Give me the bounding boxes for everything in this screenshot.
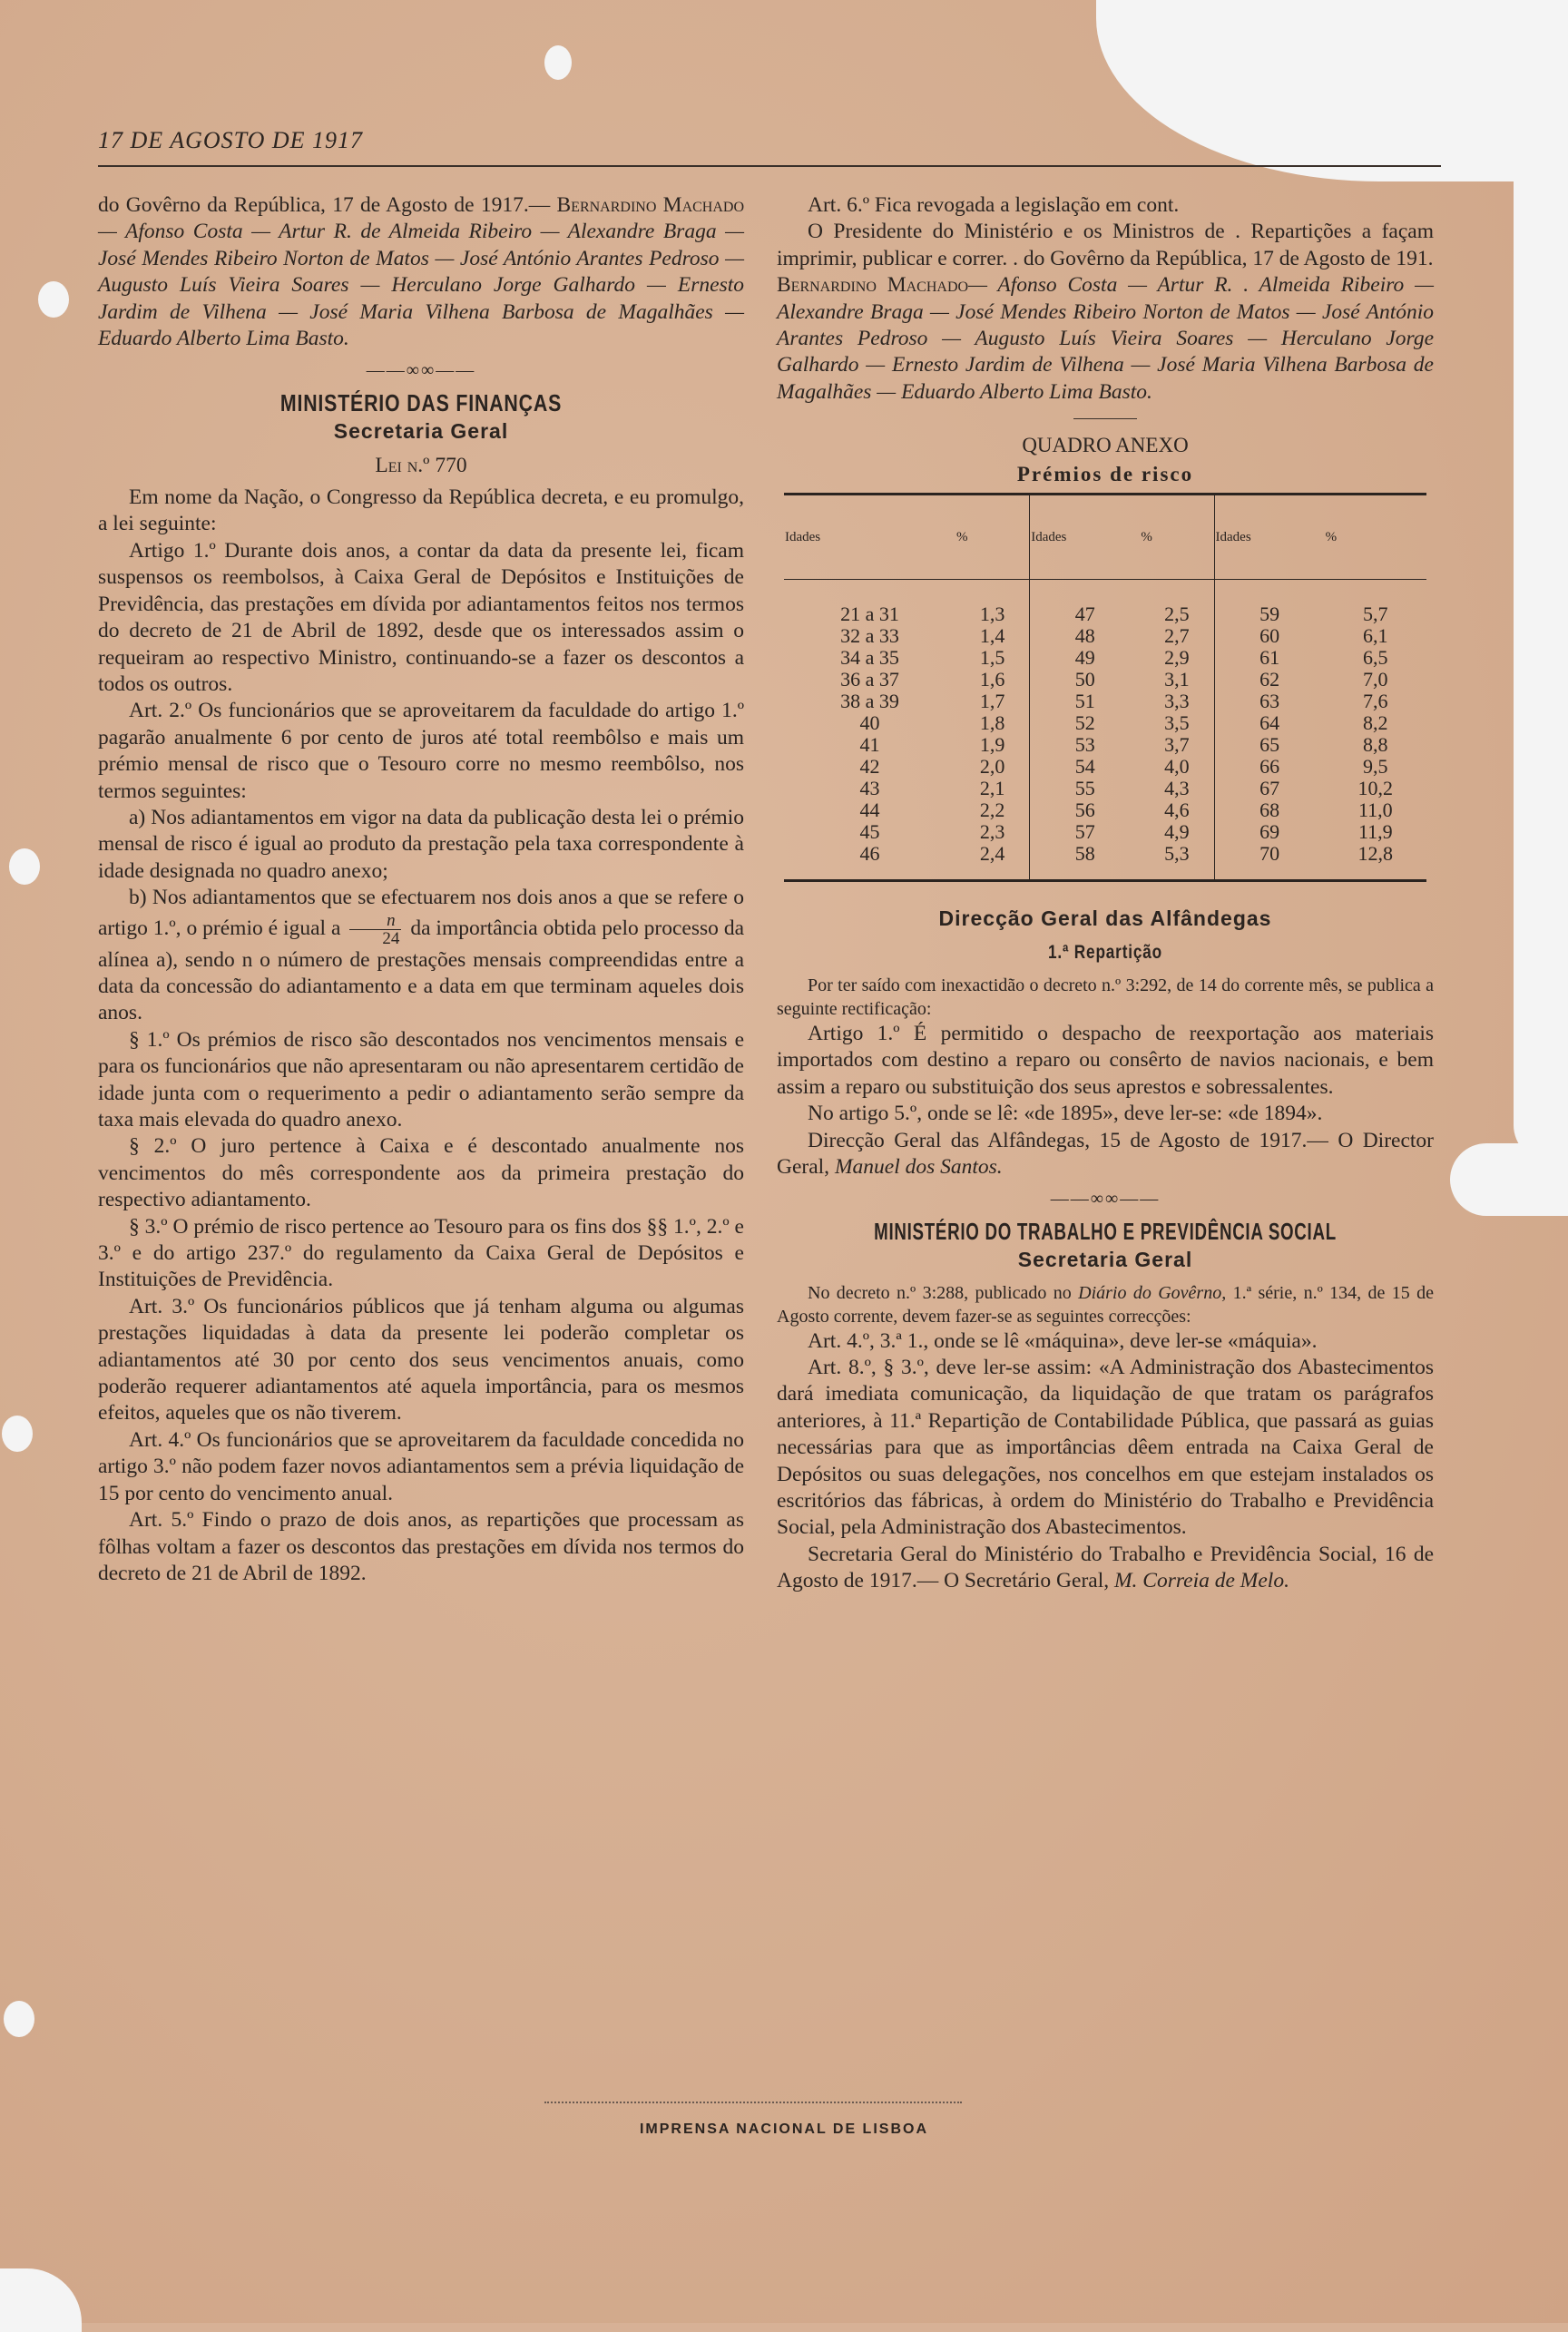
ornament-divider: ——∞∞—— xyxy=(1050,1189,1161,1210)
ministry-heading: MINISTÉRIO DO TRABALHO E PREVIDÊNCIA SOCIAL xyxy=(874,1217,1337,1245)
paragraph: Em nome da Nação, o Congresso da República decreta, e eu promulgo, a lei seguinte: xyxy=(98,485,744,536)
binding-hole xyxy=(4,2001,34,2037)
table-cell: 10,2 xyxy=(1357,777,1394,800)
table-cell: 38 a 39 xyxy=(840,690,899,713)
table-cell: 68 xyxy=(1259,799,1280,822)
signature-line xyxy=(777,1542,1434,1595)
signatory-ministers: — Afonso Costa — Artur R. de Almeida Ribeiro — Alexandre Braga — José Mendes Ribeiro Norton de Matos — José António Arantes Pedroso — Augusto Luís Vieira Soares — Herculano Jorge Galhardo — Ernesto Jardim de Vilhena — José Maria Vilhena Barbosa de Magalhães — Eduardo Alberto Lima Basto. xyxy=(98,220,744,351)
table-cell: 3,7 xyxy=(1140,734,1214,756)
signatory-name: M. Correia de Melo. xyxy=(1113,1569,1289,1593)
fraction-denominator: 24 xyxy=(349,929,401,947)
table-cell: 43 xyxy=(859,777,880,800)
paragraph: Art. 6.º Fica revogada a legislação em cont. xyxy=(808,193,1180,217)
note xyxy=(777,1281,1434,1328)
table-cell: 12,8 xyxy=(1325,843,1426,881)
table-cell: 49 xyxy=(1074,646,1095,670)
ornament-divider: ——∞∞—— xyxy=(366,360,476,381)
subsection-heading: 1.ª Repartição xyxy=(1047,942,1162,964)
table-cell: 5,3 xyxy=(1140,843,1214,881)
table-cell: 1,7 xyxy=(956,691,1030,712)
paragraph: § 1.º Os prémios de risco são descontados nos vencimentos mensais e para os funcionários que não apresentaram ou não apresentarem certidão de idade junta com o requerimento a pedir o adiantamento serão sempre da taxa mais elevada do quadro anexo. xyxy=(98,1027,744,1132)
column-header: Idades xyxy=(784,495,956,580)
table-cell: 8,8 xyxy=(1363,733,1388,757)
right-column xyxy=(777,192,1434,1595)
table-cell: 1,3 xyxy=(956,580,1030,626)
column-header: % xyxy=(1325,495,1426,580)
table-cell: 58 xyxy=(1030,843,1141,881)
table-cell: 40 xyxy=(859,711,880,735)
paragraph: a) Nos adiantamentos em vigor na data da publicação desta lei o prémio mensal de risco é igual ao produto da prestação pela taxa correspondente à idade designada no quadro anexo; xyxy=(98,805,744,883)
column-header: Idades xyxy=(1030,495,1141,580)
table-cell: 2,0 xyxy=(956,756,1030,778)
table-cell: 61 xyxy=(1259,646,1280,670)
column-header: % xyxy=(956,495,1030,580)
table-cell: 47 xyxy=(1074,603,1095,626)
signature-text: Direcção Geral das Alfândegas, 15 de Agosto de 1917.— O Director Geral, xyxy=(777,1128,1434,1179)
note-text: No decreto n.º 3:288, publicado no xyxy=(808,1282,1072,1303)
paragraph-with-fraction xyxy=(98,885,744,1027)
table-cell: 41 xyxy=(859,733,880,757)
printer-imprint: IMPRENSA NACIONAL DE LISBOA xyxy=(639,2121,928,2137)
table-cell: 52 xyxy=(1074,711,1095,735)
table-cell: 48 xyxy=(1074,624,1095,648)
table-cell: 66 xyxy=(1259,755,1280,779)
table-cell: 63 xyxy=(1259,690,1280,713)
table-cell: 2,4 xyxy=(956,843,1030,881)
table-cell: 5,7 xyxy=(1363,603,1388,626)
table-cell: 2,7 xyxy=(1140,625,1214,647)
table-cell: 45 xyxy=(859,820,880,844)
table-body xyxy=(784,580,1426,881)
table-row xyxy=(784,669,1426,691)
note-text: 1.ª série, n.º 134, de 15 de Agosto corrente, devem fazer-se as seguintes correcções: xyxy=(777,1282,1435,1327)
table-cell: 4,0 xyxy=(1140,756,1214,778)
table-cell: 2,9 xyxy=(1140,647,1214,669)
table-row xyxy=(784,799,1426,821)
table-row xyxy=(784,691,1426,712)
table-cell: 3,3 xyxy=(1140,691,1214,712)
column-header: Idades xyxy=(1214,495,1325,580)
table-cell: 7,0 xyxy=(1363,668,1388,691)
section-heading: Secretaria Geral xyxy=(333,419,509,444)
table-cell: 4,6 xyxy=(1140,799,1214,821)
risk-premium-table xyxy=(784,493,1426,882)
table-cell: 51 xyxy=(1074,690,1095,713)
paragraph: Art. 5.º Findo o prazo de dois anos, as repartições que processam as fôlhas voltam a fazer os descontos das prestações em dívida nos termos do decreto de 21 de Abril de 1892. xyxy=(98,1508,744,1585)
table-cell: 64 xyxy=(1259,711,1280,735)
binding-hole xyxy=(9,848,40,885)
table-row xyxy=(784,756,1426,778)
table-cell: 60 xyxy=(1259,624,1280,648)
table-cell: 11,9 xyxy=(1357,820,1393,844)
table-cell: 55 xyxy=(1074,777,1095,800)
paragraph: § 2.º O juro pertence à Caixa e é descontado anualmente nos vencimentos do mês correspondente aos da primeira prestação do respectivo adiantamento. xyxy=(98,1134,744,1212)
signature-line xyxy=(777,1128,1434,1181)
table-subtitle: Prémios de risco xyxy=(1016,462,1194,485)
signatory-president: Bernardino Machado xyxy=(777,273,969,298)
paragraph: Artigo 1.º Durante dois anos, a contar da data da presente lei, ficam suspensos os reembolsos, à Caixa Geral de Depósitos e Instituições de Previdência, das prestações em dívida por adiantamentos feitos nos termos do decreto de 21 de Abril de 1892, desde que os interessados assim o requeiram ao respectivo Ministro, continuando-se a fazer os descontos a todos os outros. xyxy=(98,538,744,696)
table-cell: 53 xyxy=(1074,733,1095,757)
table-cell: 56 xyxy=(1074,799,1095,822)
left-column xyxy=(98,192,744,1587)
table-cell: 3,1 xyxy=(1140,669,1214,691)
table-row xyxy=(784,580,1426,626)
column-header: % xyxy=(1140,495,1214,580)
law-number: Lei n.º 770 xyxy=(375,453,467,477)
table-cell: 70 xyxy=(1214,843,1325,881)
table-cell: 34 a 35 xyxy=(840,646,899,670)
signatory-president: Bernardino Machado xyxy=(556,193,745,217)
table-cell: 1,9 xyxy=(956,734,1030,756)
table-cell: 3,5 xyxy=(1140,712,1214,734)
signature-block xyxy=(777,272,1434,406)
paper-hole xyxy=(544,45,572,80)
table-cell: 21 a 31 xyxy=(840,603,899,626)
table-row xyxy=(784,647,1426,669)
binding-hole xyxy=(38,281,69,318)
table-cell: 7,6 xyxy=(1363,690,1388,713)
table-row xyxy=(784,625,1426,647)
table-row xyxy=(784,778,1426,799)
paragraph: No artigo 5.º, onde se lê: «de 1895», deve ler-se: «de 1894». xyxy=(808,1102,1323,1126)
table-cell: 6,5 xyxy=(1363,646,1388,670)
section-heading: Secretaria Geral xyxy=(1017,1248,1193,1272)
table-cell: 1,4 xyxy=(956,625,1030,647)
table-cell: 2,3 xyxy=(956,821,1030,843)
running-head: 17 DE AGOSTO DE 1917 xyxy=(98,127,1441,167)
table-cell: 36 a 37 xyxy=(840,668,899,691)
table-cell: 8,2 xyxy=(1363,711,1388,735)
table-cell: 2,5 xyxy=(1140,580,1214,626)
table-row xyxy=(784,712,1426,734)
table-cell: 1,6 xyxy=(956,669,1030,691)
table-row xyxy=(784,821,1426,843)
paragraph: Art. 4.º Os funcionários que se aproveitarem da faculdade concedida no artigo 3.º não podem fazer novos adiantamentos sem a prévia liquidação de 15 por cento do vencimento anual. xyxy=(98,1427,744,1505)
table-cell: 42 xyxy=(859,755,880,779)
paragraph: O Presidente do Ministério e os Ministros de . Repartições a façam imprimir, publicar e correr. . do Govêrno da República, 17 de Agosto de 191. xyxy=(777,220,1434,270)
table-cell: 2,1 xyxy=(956,778,1030,799)
signature-text: Secretaria Geral do Ministério do Trabalho e Previdência Social, 16 de Agosto de 1917.— O Secretário Geral, xyxy=(777,1542,1434,1593)
paragraph: Art. 4.º, 3.ª 1., onde se lê «máquina», deve ler-se «máquia». xyxy=(808,1328,1318,1353)
paragraph-text: da importância obtida pelo processo da alínea a), sendo n o número de prestações mensais compreendidas entre a data da concessão do adiantamento e a data em que terminam aqueles dois anos. xyxy=(98,916,745,1025)
paragraph: Art. 8.º, § 3.º, deve ler-se assim: «A Administração dos Abastecimentos dará imediata comunicação, da liquidação de que tratam os parágrafos anteriores, à 11.ª Repartição de Contabilidade Pública, que passará as guias necessárias para que as importâncias dêem entrada na Caixa Geral de Depósitos ou suas delegações, nos concelhos em que estejam instalados os escritórios das fábricas, à ordem do Ministério do Trabalho e Previdência Social, pela Administração dos Abastecimentos. xyxy=(777,1355,1434,1540)
table-row xyxy=(784,734,1426,756)
table-title: QUADRO ANEXO xyxy=(1022,434,1189,457)
section-heading: Direcção Geral das Alfândegas xyxy=(938,906,1272,931)
fraction xyxy=(349,912,401,947)
divider xyxy=(1073,418,1137,419)
fraction-numerator: n xyxy=(387,910,396,930)
table-cell: 6,1 xyxy=(1363,624,1388,648)
table-row xyxy=(784,843,1426,881)
table-cell: 50 xyxy=(1074,668,1095,691)
table-cell: 67 xyxy=(1259,777,1280,800)
table-cell: 1,8 xyxy=(956,712,1030,734)
paragraph: Art. 3.º Os funcionários públicos que já tenham alguma ou algumas prestações liquidadas à data da presente lei poderão completar os adiantamentos até 30 por cento dos seus vencimentos anuais, como poderão requerer adiantamentos até aquela importância, para os mesmos efeitos, aqueles que os não tiverem. xyxy=(98,1294,744,1426)
torn-edge xyxy=(1514,163,1568,1161)
table-cell: 62 xyxy=(1259,668,1280,691)
table-cell: 9,5 xyxy=(1363,755,1388,779)
table-cell: 65 xyxy=(1259,733,1280,757)
torn-edge xyxy=(1450,1143,1568,1216)
table-cell: 11,0 xyxy=(1357,799,1393,822)
publication-name: Diário do Govêrno, xyxy=(1078,1282,1227,1303)
table-cell: 69 xyxy=(1259,820,1280,844)
signatory-name: Manuel dos Santos. xyxy=(834,1154,1003,1179)
table-cell: 4,9 xyxy=(1140,821,1214,843)
table-cell: 59 xyxy=(1259,603,1280,626)
table-cell: 32 a 33 xyxy=(840,624,899,648)
dotted-rule xyxy=(544,2102,962,2103)
table-cell: 2,2 xyxy=(956,799,1030,821)
paragraph: Art. 2.º Os funcionários que se aproveitarem da faculdade do artigo 1.º pagarão anualmente 6 por cento de juros até total reembôlso e mais um prémio mensal de risco que o Tesouro corre no mesmo reembôlso, nos termos seguintes: xyxy=(98,699,744,803)
paragraph-text: b) Nos adiantamentos que se efectuarem nos dois anos a que se refere o artigo 1.º, o prémio é igual a xyxy=(98,886,744,940)
signature-block xyxy=(98,192,744,352)
closing-line: do Govêrno da República, 17 de Agosto de 1917.— xyxy=(98,193,551,217)
table-cell: 57 xyxy=(1074,820,1095,844)
table-cell: 46 xyxy=(784,843,956,881)
paragraph: § 3.º O prémio de risco pertence ao Tesouro para os fins dos §§ 1.º, 2.º e 3.º e do artigo 237.º do regulamento da Caixa Geral de Depósitos e Instituições de Previdência. xyxy=(98,1214,744,1292)
table-cell: 54 xyxy=(1074,755,1095,779)
table-cell: 4,3 xyxy=(1140,778,1214,799)
signatory-ministers: — Afonso Costa — Artur R. . Almeida Ribeiro — Alexandre Braga — José Mendes Ribeiro Norton de Matos — José António Arantes Pedroso — Augusto Luís Vieira Soares — Herculano Jorge Galhardo — Ernesto Jardim de Vilhena — José Maria Vilhena Barbosa de Magalhães — Eduardo Alberto Lima Basto. xyxy=(777,273,1435,404)
binding-hole xyxy=(2,1416,33,1452)
note: Por ter saído com inexactidão o decreto n.º 3:292, de 14 do corrente mês, se publica a seguinte rectificação: xyxy=(777,975,1434,1019)
table-cell: 44 xyxy=(859,799,880,822)
table-cell: 1,5 xyxy=(956,647,1030,669)
paragraph: Artigo 1.º É permitido o despacho de reexportação aos materiais importados com destino a reparo ou consêrto de navios nacionais, e bem assim a reparo ou substituição dos seus aprestos e sobressalentes. xyxy=(777,1021,1434,1099)
table-header-row xyxy=(784,495,1426,580)
ministry-heading: MINISTÉRIO DAS FINANÇAS xyxy=(279,388,563,416)
